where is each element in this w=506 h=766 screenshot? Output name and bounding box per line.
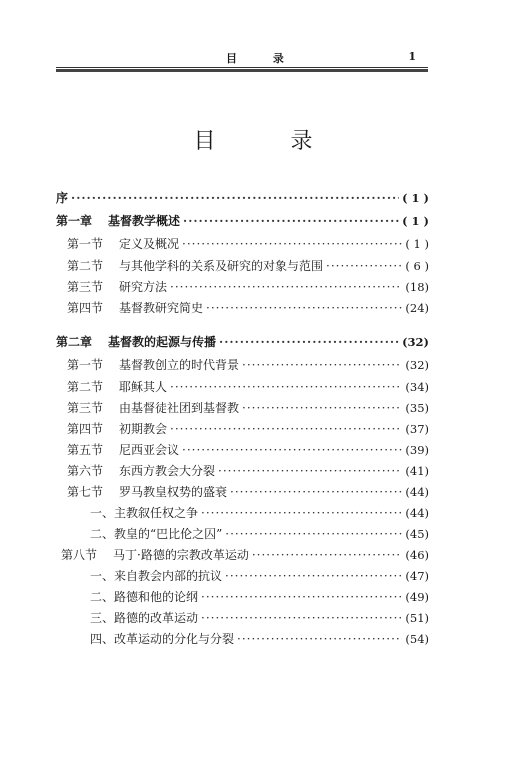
- toc-entry-section[interactable]: [67, 485, 429, 499]
- toc-entry-section[interactable]: [67, 358, 429, 372]
- toc-entry-page: (46): [405, 548, 429, 562]
- toc-section-number: 第三节: [67, 401, 104, 415]
- toc-section-number: 第三节: [67, 280, 104, 294]
- page-title: 目 录: [193, 129, 347, 154]
- toc-entry-chapter-2[interactable]: [56, 335, 429, 349]
- toc-chapter-number: 第二章: [56, 335, 93, 349]
- toc-section-number: 第八节: [61, 548, 98, 562]
- toc-entry-title: 罗马教皇权势的盛衰: [119, 485, 228, 499]
- toc-entry-preface[interactable]: [56, 191, 429, 205]
- toc-section-number: 第二节: [67, 259, 104, 273]
- toc-entry-title: 一、来自教会内部的抗议: [90, 569, 223, 583]
- toc-entry-page: (18): [405, 280, 429, 294]
- toc-entry-page: (54): [405, 632, 429, 646]
- toc-entry-section[interactable]: [67, 464, 429, 478]
- dot-leader: [252, 548, 403, 562]
- toc-entry-page: (34): [405, 380, 429, 394]
- toc-section-number: 第五节: [67, 443, 104, 457]
- dot-leader: [170, 422, 402, 436]
- toc-section-number: 第二节: [67, 380, 104, 394]
- toc-entry-section[interactable]: [67, 443, 429, 457]
- toc-entry-page: ( 6 ): [405, 259, 429, 273]
- toc-entry-page: (32): [405, 358, 429, 372]
- toc-entry-section[interactable]: [67, 280, 429, 294]
- dot-leader: [182, 443, 402, 457]
- toc-entry-title: 基督教研究简史: [119, 301, 204, 315]
- toc-entry-page: (45): [405, 527, 429, 541]
- toc-entry-page: (39): [405, 443, 429, 457]
- toc-entry-title: 二、教皇的“巴比伦之囚”: [90, 527, 223, 541]
- dot-leader: [182, 237, 402, 251]
- toc-entry-subsection[interactable]: [90, 569, 429, 583]
- toc-entry-page: (51): [405, 611, 429, 625]
- toc-entry-page: (47): [405, 569, 429, 583]
- toc-entry-title: 三、路德的改革运动: [90, 611, 199, 625]
- toc-section-number: 第四节: [67, 422, 104, 436]
- toc-entry-title: 四、改革运动的分化与分裂: [90, 632, 235, 646]
- dot-leader: [242, 358, 402, 372]
- toc-entry-title: 研究方法: [119, 280, 168, 294]
- toc-entry-title: 尼西亚会议: [119, 443, 180, 457]
- dot-leader: [326, 259, 402, 273]
- toc-entry-section[interactable]: [67, 301, 429, 315]
- toc-entry-section[interactable]: [67, 259, 429, 273]
- toc-entry-title: 基督教的起源与传播: [108, 335, 217, 349]
- toc-entry-section[interactable]: [67, 401, 429, 415]
- dot-leader: [225, 527, 402, 541]
- toc-section-number: 第七节: [67, 485, 104, 499]
- toc-entry-subsection[interactable]: [90, 611, 429, 625]
- dot-leader: [230, 485, 402, 499]
- dot-leader: [170, 380, 402, 394]
- dot-leader: [71, 191, 399, 205]
- toc-entry-page: (37): [405, 422, 429, 436]
- toc-entry-subsection[interactable]: [90, 527, 429, 541]
- toc-entry-title: 二、路德和他的论纲: [90, 590, 199, 604]
- toc-entry-title: 基督教学概述: [108, 214, 181, 228]
- toc-entry-page: ( 1 ): [402, 191, 429, 205]
- toc-entry-page: (49): [405, 590, 429, 604]
- toc-entry-page: (35): [405, 401, 429, 415]
- toc-entry-page: (32): [402, 335, 429, 349]
- dot-leader: [170, 280, 402, 294]
- dot-leader: [206, 301, 402, 315]
- running-header-page-number: 1: [408, 50, 416, 63]
- toc-entry-page: (44): [405, 485, 429, 499]
- dot-leader: [237, 632, 402, 646]
- dot-leader: [225, 569, 402, 583]
- toc-entry-section[interactable]: [67, 237, 429, 251]
- toc-section-number: 第六节: [67, 464, 104, 478]
- toc-entry-title: 马丁·路德的宗教改革运动: [113, 548, 249, 562]
- toc-entry-title: 与其他学科的关系及研究的对象与范围: [119, 259, 324, 273]
- toc-entry-page: (24): [405, 301, 429, 315]
- toc-chapter-number: 第一章: [56, 214, 93, 228]
- dot-leader: [201, 506, 402, 520]
- running-header-title: 目 录: [226, 52, 300, 65]
- toc-entry-subsection[interactable]: [90, 632, 429, 646]
- dot-leader: [219, 335, 399, 349]
- toc-entry-subsection[interactable]: [90, 590, 429, 604]
- dot-leader: [218, 464, 402, 478]
- toc-entry-title: 初期教会: [119, 422, 168, 436]
- dot-leader: [242, 401, 402, 415]
- toc-section-number: 第一节: [67, 237, 104, 251]
- toc-entry-page: ( 1 ): [402, 214, 429, 228]
- dot-leader: [201, 590, 402, 604]
- toc-entry-title: 序: [56, 191, 69, 205]
- toc-entry-page: (41): [405, 464, 429, 478]
- toc-entry-section[interactable]: [61, 548, 429, 562]
- toc-section-number: 第四节: [67, 301, 104, 315]
- toc-entry-subsection[interactable]: [90, 506, 429, 520]
- toc-entry-page: ( 1 ): [405, 237, 429, 251]
- dot-leader: [183, 214, 399, 228]
- toc-entry-title: 由基督徒社团到基督教: [119, 401, 240, 415]
- toc-entry-chapter-1[interactable]: [56, 214, 429, 228]
- toc-entry-title: 定义及概况: [119, 237, 180, 251]
- toc-section-number: 第一节: [67, 358, 104, 372]
- toc-entry-page: (44): [405, 506, 429, 520]
- toc-entry-title: 东西方教会大分裂: [119, 464, 216, 478]
- toc-entry-section[interactable]: [67, 422, 429, 436]
- toc-entry-title: 一、主教叙任权之争: [90, 506, 199, 520]
- toc-entry-title: 耶稣其人: [119, 380, 168, 394]
- toc-entry-title: 基督教创立的时代背景: [119, 358, 240, 372]
- dot-leader: [201, 611, 402, 625]
- toc-entry-section[interactable]: [67, 380, 429, 394]
